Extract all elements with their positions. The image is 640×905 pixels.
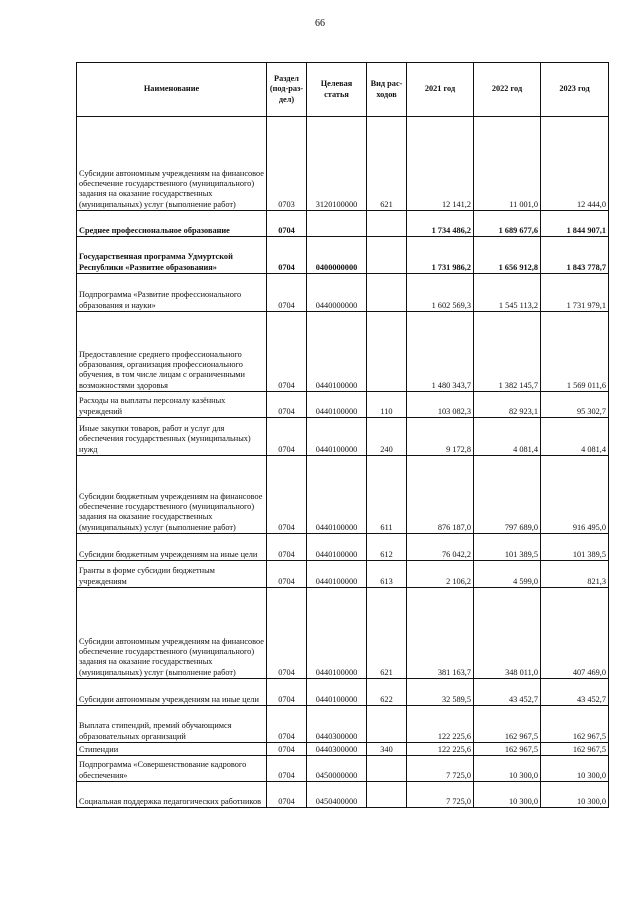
- cell-name: Среднее профессиональное образование: [77, 211, 267, 237]
- cell-2022: 11 001,0: [474, 117, 541, 211]
- table-body: [77, 117, 609, 808]
- table-row: [77, 743, 609, 756]
- cell-section: 0704: [267, 418, 307, 456]
- cell-name: Гранты в форме субсидии бюджетным учреждениям: [77, 561, 267, 588]
- table-row: [77, 706, 609, 743]
- cell-2023: 43 452,7: [541, 679, 609, 706]
- cell-2022: 4 599,0: [474, 561, 541, 588]
- cell-2022: 101 389,5: [474, 534, 541, 561]
- cell-2023: 1 569 011,6: [541, 312, 609, 392]
- table-row: [77, 237, 609, 274]
- header-2021: 2021 год: [407, 63, 474, 117]
- cell-target: 0440300000: [307, 706, 367, 743]
- cell-name: Субсидии автономным учреждениям на иные цели: [77, 679, 267, 706]
- cell-kind: [367, 312, 407, 392]
- cell-target: 0450400000: [307, 782, 367, 808]
- table-row: [77, 117, 609, 211]
- cell-name: Расходы на выплаты персоналу казённых учреждений: [77, 392, 267, 418]
- table-row: [77, 456, 609, 534]
- cell-kind: [367, 756, 407, 782]
- cell-2021: 876 187,0: [407, 456, 474, 534]
- cell-section: 0704: [267, 706, 307, 743]
- cell-target: 0440100000: [307, 456, 367, 534]
- cell-section: 0704: [267, 312, 307, 392]
- cell-2023: 12 444,0: [541, 117, 609, 211]
- cell-section: 0704: [267, 588, 307, 679]
- cell-section: 0704: [267, 561, 307, 588]
- cell-kind: [367, 706, 407, 743]
- cell-kind: [367, 782, 407, 808]
- cell-target: 0440100000: [307, 392, 367, 418]
- cell-2023: 916 495,0: [541, 456, 609, 534]
- cell-2022: 10 300,0: [474, 782, 541, 808]
- header-2022: 2022 год: [474, 63, 541, 117]
- cell-2021: 122 225,6: [407, 706, 474, 743]
- cell-2023: 10 300,0: [541, 782, 609, 808]
- cell-section: 0704: [267, 211, 307, 237]
- cell-2022: 1 545 113,2: [474, 274, 541, 312]
- cell-2021: 76 042,2: [407, 534, 474, 561]
- cell-target: 0440100000: [307, 561, 367, 588]
- table-row: [77, 561, 609, 588]
- cell-2021: 9 172,8: [407, 418, 474, 456]
- cell-2023: 162 967,5: [541, 706, 609, 743]
- cell-section: 0704: [267, 392, 307, 418]
- cell-target: 0440100000: [307, 418, 367, 456]
- cell-kind: [367, 237, 407, 274]
- cell-2022: 82 923,1: [474, 392, 541, 418]
- cell-section: 0704: [267, 756, 307, 782]
- cell-target: 0440100000: [307, 312, 367, 392]
- cell-target: 0450000000: [307, 756, 367, 782]
- cell-2023: 1 731 979,1: [541, 274, 609, 312]
- table-row: [77, 418, 609, 456]
- cell-2021: 2 106,2: [407, 561, 474, 588]
- cell-2023: 407 469,0: [541, 588, 609, 679]
- cell-name: Подпрограмма «Развитие профессионального образования и науки»: [77, 274, 267, 312]
- cell-2021: 103 082,3: [407, 392, 474, 418]
- cell-name: Стипендии: [77, 743, 267, 756]
- cell-name: Иные закупки товаров, работ и услуг для обеспечения государственных (муниципальных) нужд: [77, 418, 267, 456]
- cell-2021: 381 163,7: [407, 588, 474, 679]
- table-header-row: [77, 63, 609, 117]
- cell-target: 0440100000: [307, 588, 367, 679]
- page-number: 66: [315, 18, 325, 29]
- cell-kind: 611: [367, 456, 407, 534]
- cell-2021: 1 734 486,2: [407, 211, 474, 237]
- header-name: Наименование: [77, 63, 267, 117]
- cell-name: Государственная программа Удмуртской Республики «Развитие образования»: [77, 237, 267, 274]
- table-row: [77, 312, 609, 392]
- cell-2021: 32 589,5: [407, 679, 474, 706]
- cell-2021: 1 480 343,7: [407, 312, 474, 392]
- table-row: [77, 679, 609, 706]
- budget-table: [76, 62, 609, 808]
- cell-section: 0704: [267, 782, 307, 808]
- cell-2023: 101 389,5: [541, 534, 609, 561]
- cell-name: Выплата стипендий, премий обучающимся образовательных организаций: [77, 706, 267, 743]
- cell-kind: 613: [367, 561, 407, 588]
- cell-2023: 1 844 907,1: [541, 211, 609, 237]
- cell-2023: 162 967,5: [541, 743, 609, 756]
- cell-section: 0703: [267, 117, 307, 211]
- cell-2022: 162 967,5: [474, 743, 541, 756]
- cell-section: 0704: [267, 237, 307, 274]
- table-row: [77, 588, 609, 679]
- cell-kind: 240: [367, 418, 407, 456]
- cell-kind: 110: [367, 392, 407, 418]
- header-target: Целевая статья: [307, 63, 367, 117]
- cell-kind: [367, 211, 407, 237]
- cell-target: 0440000000: [307, 274, 367, 312]
- table-row: [77, 274, 609, 312]
- cell-section: 0704: [267, 534, 307, 561]
- cell-target: 0440100000: [307, 679, 367, 706]
- cell-target: 0400000000: [307, 237, 367, 274]
- cell-2022: 1 656 912,8: [474, 237, 541, 274]
- cell-2023: 10 300,0: [541, 756, 609, 782]
- cell-2023: 821,3: [541, 561, 609, 588]
- cell-2021: 122 225,6: [407, 743, 474, 756]
- header-2023: 2023 год: [541, 63, 609, 117]
- table-row: [77, 534, 609, 561]
- cell-2023: 1 843 778,7: [541, 237, 609, 274]
- cell-target: 0440300000: [307, 743, 367, 756]
- cell-2022: 162 967,5: [474, 706, 541, 743]
- cell-section: 0704: [267, 743, 307, 756]
- cell-target: [307, 211, 367, 237]
- cell-2022: 1 382 145,7: [474, 312, 541, 392]
- table-row: [77, 756, 609, 782]
- cell-name: Подпрограмма «Совершенствование кадрового обеспечения»: [77, 756, 267, 782]
- cell-name: Субсидии бюджетным учреждениям на финансовое обеспечение государственного (муниципального) задания на оказание государственных (муниципальных) услуг (выполнение работ): [77, 456, 267, 534]
- cell-name: Субсидии бюджетным учреждениям на иные цели: [77, 534, 267, 561]
- cell-section: 0704: [267, 679, 307, 706]
- cell-2021: 1 731 986,2: [407, 237, 474, 274]
- cell-name: Субсидии автономным учреждениям на финансовое обеспечение государственного (муниципального) задания на оказание государственных (муниципальных) услуг (выполнение работ): [77, 117, 267, 211]
- cell-name: Субсидии автономным учреждениям на финансовое обеспечение государственного (муниципального) задания на оказание государственных (муниципальных) услуг (выполнение работ): [77, 588, 267, 679]
- cell-2022: 348 011,0: [474, 588, 541, 679]
- cell-kind: 340: [367, 743, 407, 756]
- cell-target: 3120100000: [307, 117, 367, 211]
- cell-name: Предоставление среднего профессионального образования, организация профессионального обучения, в том числе лицам с ограниченными возможностями здоровья: [77, 312, 267, 392]
- cell-kind: 612: [367, 534, 407, 561]
- cell-2023: 4 081,4: [541, 418, 609, 456]
- cell-2021: 7 725,0: [407, 756, 474, 782]
- cell-section: 0704: [267, 456, 307, 534]
- table-row: [77, 211, 609, 237]
- header-kind: Вид рас-ходов: [367, 63, 407, 117]
- cell-2021: 1 602 569,3: [407, 274, 474, 312]
- cell-kind: [367, 274, 407, 312]
- table-row: [77, 392, 609, 418]
- cell-kind: 621: [367, 588, 407, 679]
- cell-2021: 12 141,2: [407, 117, 474, 211]
- cell-2023: 95 302,7: [541, 392, 609, 418]
- cell-name: Социальная поддержка педагогических работников: [77, 782, 267, 808]
- cell-2022: 4 081,4: [474, 418, 541, 456]
- cell-kind: 622: [367, 679, 407, 706]
- cell-2022: 10 300,0: [474, 756, 541, 782]
- table-row: [77, 782, 609, 808]
- cell-2022: 43 452,7: [474, 679, 541, 706]
- cell-2021: 7 725,0: [407, 782, 474, 808]
- cell-kind: 621: [367, 117, 407, 211]
- cell-2022: 1 689 677,6: [474, 211, 541, 237]
- cell-section: 0704: [267, 274, 307, 312]
- header-section: Раздел (под-раз-дел): [267, 63, 307, 117]
- cell-target: 0440100000: [307, 534, 367, 561]
- cell-2022: 797 689,0: [474, 456, 541, 534]
